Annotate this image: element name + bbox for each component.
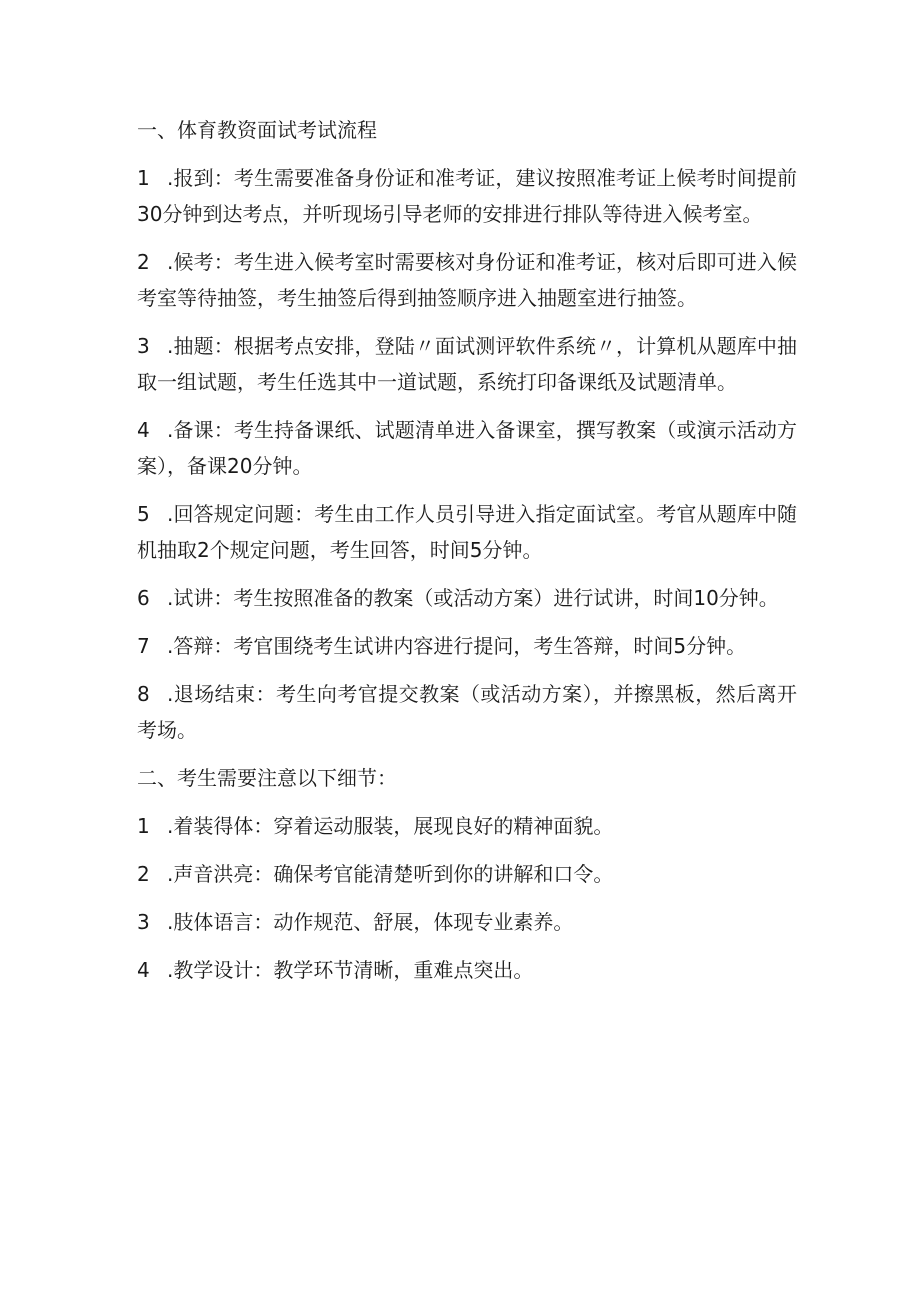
step-text: .退场结束：考生向考官提交教案（或活动方案），并擦黑板，然后离开考场。 bbox=[137, 682, 797, 742]
step-text: .试讲：考生按照准备的教案（或活动方案）进行试讲，时间10分钟。 bbox=[167, 586, 779, 610]
step-text: .报到：考生需要准备身份证和准考证，建议按照准考证上候考时间提前30分钟到达考点，并听现场引导老师的安排进行排队等待进入候考室。 bbox=[137, 166, 797, 226]
process-step-5 bbox=[137, 496, 797, 568]
item-number: 1 bbox=[137, 814, 150, 838]
step-text: .回答规定问题：考生由工作人员引导进入指定面试室。考官从题库中随机抽取2个规定问题，考生回答，时间5分钟。 bbox=[137, 502, 797, 562]
process-step-7 bbox=[137, 628, 797, 664]
step-text: .候考：考生进入候考室时需要核对身份证和准考证，核对后即可进入候考室等待抽签，考生抽签后得到抽签顺序进入抽题室进行抽签。 bbox=[137, 250, 797, 310]
item-text: .教学设计：教学环节清晰，重难点突出。 bbox=[167, 958, 534, 982]
step-text: .抽题：根据考点安排，登陆〃面试测评软件系统〃，计算机从题库中抽取一组试题，考生任选其中一道试题，系统打印备课纸及试题清单。 bbox=[137, 334, 797, 394]
section-2-heading: 二、考生需要注意以下细节： bbox=[137, 766, 397, 790]
section-1-heading: 一、体育教资面试考试流程 bbox=[137, 118, 377, 142]
detail-item-3 bbox=[137, 904, 797, 940]
step-text: .答辩：考官围绕考生试讲内容进行提问，考生答辩，时间5分钟。 bbox=[167, 634, 747, 658]
step-number: 4 bbox=[137, 418, 150, 442]
item-number: 4 bbox=[137, 958, 150, 982]
process-step-8 bbox=[137, 676, 797, 748]
item-text: .声音洪亮：确保考官能清楚听到你的讲解和口令。 bbox=[167, 862, 614, 886]
process-step-2 bbox=[137, 244, 797, 316]
document-body bbox=[137, 112, 797, 1000]
item-number: 2 bbox=[137, 862, 150, 886]
item-text: .肢体语言：动作规范、舒展，体现专业素养。 bbox=[167, 910, 574, 934]
item-text: .着装得体：穿着运动服装，展现良好的精神面貌。 bbox=[167, 814, 614, 838]
step-number: 1 bbox=[137, 166, 150, 190]
process-step-3 bbox=[137, 328, 797, 400]
process-step-6 bbox=[137, 580, 797, 616]
step-number: 7 bbox=[137, 634, 150, 658]
step-text: .备课：考生持备课纸、试题清单进入备课室，撰写教案（或演示活动方案），备课20分钟。 bbox=[137, 418, 797, 478]
step-number: 8 bbox=[137, 682, 150, 706]
process-step-4 bbox=[137, 412, 797, 484]
item-number: 3 bbox=[137, 910, 150, 934]
detail-item-2 bbox=[137, 856, 797, 892]
detail-item-1 bbox=[137, 808, 797, 844]
step-number: 3 bbox=[137, 334, 150, 358]
step-number: 5 bbox=[137, 502, 150, 526]
process-step-1 bbox=[137, 160, 797, 232]
step-number: 2 bbox=[137, 250, 150, 274]
step-number: 6 bbox=[137, 586, 150, 610]
detail-item-4 bbox=[137, 952, 797, 988]
